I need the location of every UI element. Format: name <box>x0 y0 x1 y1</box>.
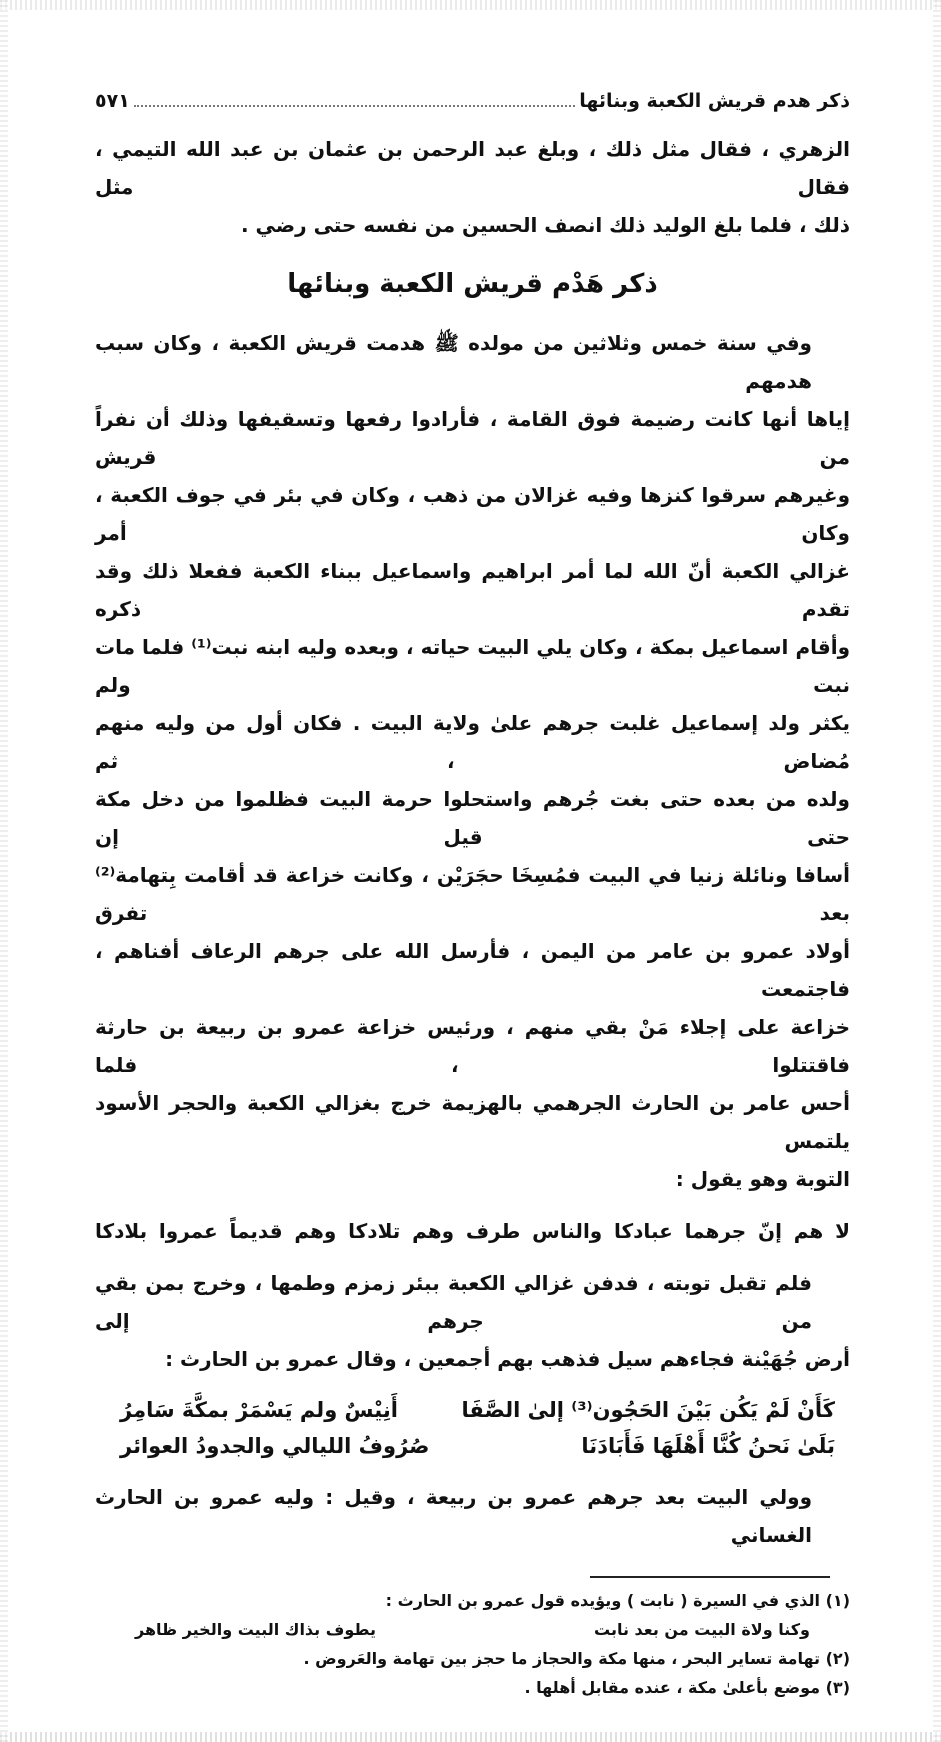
section-title: ذكر هَدْم قريش الكعبة وبنائها <box>287 269 658 299</box>
poem-hemistich-first: بَلَىٰ نَحنُ كُنَّا أَهْلَهَا فَأَبَادَنَا <box>581 1434 835 1458</box>
running-title: ذكر هدم قريش الكعبة وبنائها <box>579 90 850 112</box>
footnote-verse-second: يطوف بذاك البيت والخير ظاهر <box>135 1620 376 1639</box>
footnote-separator <box>590 1576 830 1578</box>
text-line: أسافا ونائلة زنيا في البيت فمُسِخَا حجَرَيْن ، وكانت خزاعة قد أقامت بِتهامة⁽²⁾ بعد تفرق <box>95 863 850 925</box>
spacer <box>95 1198 850 1212</box>
poem-hemistich-second: أَنِيْسٌ ولم يَسْمَرْ بمكَّةَ سَامِرُ <box>120 1398 398 1422</box>
text-line: وولي البيت بعد جرهم عمرو بن ربيعة ، وقيل : وليه عمرو بن الحارث الغساني <box>95 1485 812 1547</box>
text-line: يكثر ولد إسماعيل غلبت جرهم علىٰ ولاية البيت . فكان أول من وليه منهم مُضاض ، ثم <box>95 711 850 773</box>
poem-hemistich-first: كَأَنْ لَمْ يَكُن بَيْنَ الحَجُون⁽³⁾ إلىٰ الصَّفَا <box>461 1398 835 1422</box>
text-line: أولاد عمرو بن عامر من اليمن ، فأرسل الله على جرهم الرعاف أفناهم ، فاجتمعت <box>95 939 850 1001</box>
text-line: أرض جُهَيْنة فجاءهم سيل فذهب بهم أجمعين ، وقال عمرو بن الحارث : <box>165 1347 850 1371</box>
spacer <box>95 1378 850 1392</box>
text-line: التوبة وهو يقول : <box>675 1167 850 1191</box>
verse-line: لا هم إنّ جرهما عبادكا والناس طرف وهم تلادكا وهم قديماً عمروا بلادكا <box>95 1219 850 1243</box>
scan-edge-bottom <box>0 1732 941 1742</box>
spacer <box>95 1250 850 1264</box>
page-number: ٥٧١ <box>95 90 130 112</box>
footnote: (٣) موضع بأعلىٰ مكة ، عنده مقابل أهلها . <box>524 1678 850 1697</box>
scan-edge-top <box>0 0 941 10</box>
text-line: ذلك ، فلما بلغ الوليد ذلك انصف الحسين من نفسه حتى رضي . <box>240 213 850 237</box>
dot-leader <box>134 105 575 107</box>
poem-verse <box>95 1392 850 1428</box>
text-line: الزهري ، فقال مثل ذلك ، وبلغ عبد الرحمن بن عثمان بن عبد الله التيمي ، فقال مثل <box>95 137 850 199</box>
footnote-verse <box>95 1615 850 1644</box>
footnote: (٢) تهامة تساير البحر ، منها مكة والحجاز ما حجز بين تهامة والعَروض . <box>303 1649 850 1668</box>
text-line: أحس عامر بن الحارث الجرهمي بالهزيمة خرج بغزالي الكعبة والحجر الأسود يلتمس <box>95 1091 850 1153</box>
text-line: وفي سنة خمس وثلاثين من مولده ﷺ هدمت قريش الكعبة ، وكان سبب هدمهم <box>95 331 812 393</box>
scan-edge-right <box>933 0 941 1742</box>
scan-edge-left <box>0 0 8 1742</box>
poem-verse <box>95 1428 850 1464</box>
text-line: غزالي الكعبة أنّ الله لما أمر ابراهيم واسماعيل ببناء الكعبة ففعلا ذلك وقد تقدم ذكره <box>95 559 850 621</box>
text-line: ولده من بعده حتى بغت جُرهم واستحلوا حرمة البيت فظلموا من دخل مكة حتى قيل إن <box>95 787 850 849</box>
text-line: إياها أنها كانت رضيمة فوق القامة ، فأرادوا رفعها وتسقيفها وذلك أن نفراً من قريش <box>95 407 850 469</box>
footnote: (١) الذي في السيرة ( نابت ) ويؤيده قول عمرو بن الحارث : <box>385 1591 850 1610</box>
text-line: وأقام اسماعيل بمكة ، وكان يلي البيت حياته ، وبعده وليه ابنه نبت⁽¹⁾ فلما مات نبت ولم <box>95 635 850 697</box>
running-header <box>95 86 850 116</box>
spacer <box>95 1464 850 1478</box>
poem-hemistich-second: صُرُوفُ الليالي والجدودُ العوائر <box>120 1434 430 1458</box>
text-line: خزاعة على إجلاء مَنْ بقي منهم ، ورئيس خزاعة عمرو بن ربيعة بن حارثة فاقتتلوا ، فلما <box>95 1015 850 1077</box>
footnote-verse-first: وكنا ولاة البيت من بعد نابت <box>594 1620 810 1639</box>
text-line: فلم تقبل توبته ، فدفن غزالي الكعبة ببئر زمزم وطمها ، وخرج بمن بقي من جرهم إلى <box>95 1271 812 1333</box>
paragraph <box>95 324 850 1198</box>
text-line: وغيرهم سرقوا كنزها وفيه غزالان من ذهب ، وكان في بئر في جوف الكعبة ، وكان أمر <box>95 483 850 545</box>
